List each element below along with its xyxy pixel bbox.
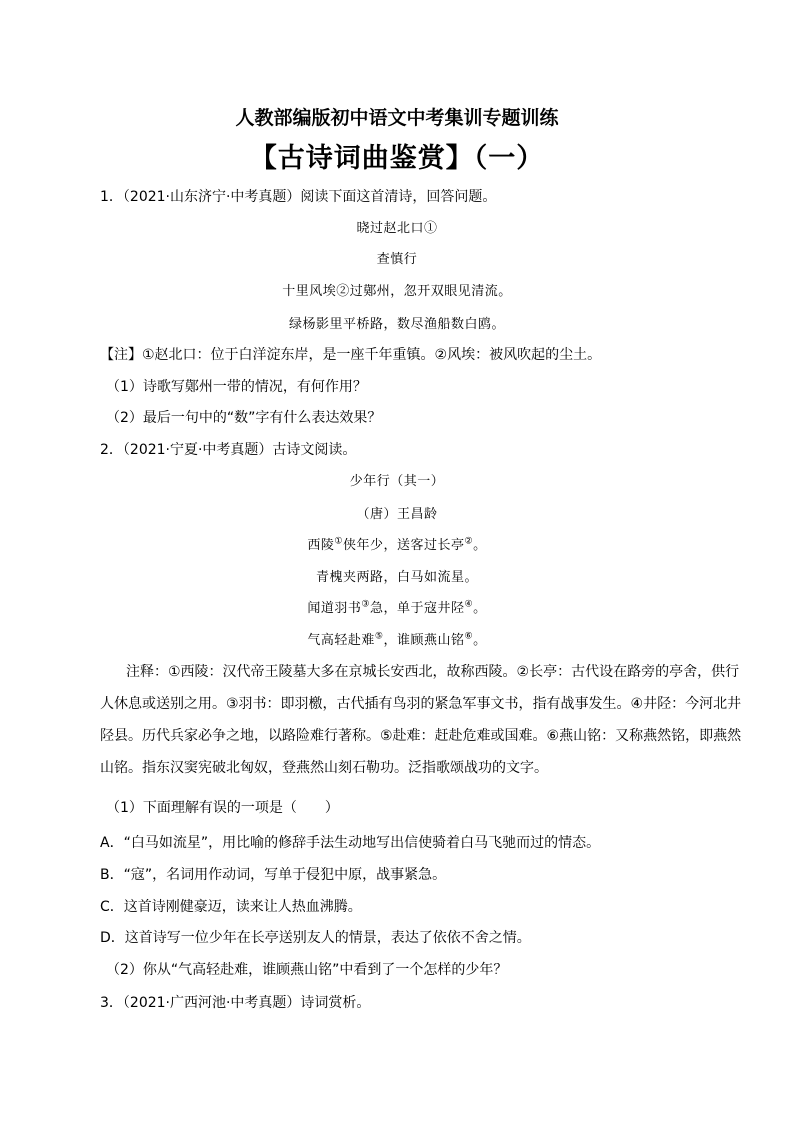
q2-line1-part-b: 侠年少，送客过长亭 bbox=[342, 538, 465, 553]
q2-line3-part-c: 。 bbox=[473, 601, 487, 616]
question-2-stem: 2．（2021·宁夏·中考真题）古诗文阅读。 bbox=[100, 442, 357, 458]
q2-line1-part-c: 。 bbox=[473, 538, 487, 553]
q2-poem-author: （唐）王昌龄 bbox=[356, 507, 438, 522]
q2-poem-line-3 bbox=[0, 600, 794, 618]
q1-subquestion-1: （1）诗歌写鄚州一带的情况，有何作用？ bbox=[106, 379, 367, 395]
q2-note-marker-4: ④ bbox=[464, 599, 474, 610]
q2-note-line-3: 陉县。历代兵家必争之地，以路险难行著称。⑤赴难：赶赴危难或国难。⑥燕山铭：又称燕然铭，即燕然 bbox=[100, 728, 742, 744]
q2-poem-line-4 bbox=[0, 632, 794, 650]
q2-note-marker-2: ② bbox=[464, 536, 474, 547]
q2-note-line-2: 人休息或送别之用。③羽书：即羽檄，古代插有鸟羽的紧急军事文书，指有战事发生。④井陉：今河北井 bbox=[100, 696, 742, 712]
q1-subquestion-2: （2）最后一句中的“数”字有什么表达效果？ bbox=[106, 410, 382, 426]
q2-note-line-1: 注释：①西陵：汉代帝王陵墓大多在京城长安西北，故称西陵。②长亭：古代设在路旁的亭舍，供行 bbox=[126, 664, 740, 680]
q2-subquestion-1: （1）下面理解有误的一项是（ ） bbox=[106, 800, 339, 816]
q1-note: 【注】①赵北口：位于白洋淀东岸，是一座千年重镇。②风埃：被风吹起的尘土。 bbox=[100, 347, 602, 363]
q2-line1-part-a: 西陵 bbox=[307, 538, 335, 553]
q2-line4-part-c: 。 bbox=[473, 633, 487, 648]
q2-line4-part-b: ，谁顾燕山铭 bbox=[383, 633, 465, 648]
q2-poem-title: 少年行（其一） bbox=[349, 474, 445, 489]
q2-note-marker-6: ⑥ bbox=[464, 631, 474, 642]
q2-line4-part-a: 气高轻赴难 bbox=[307, 633, 375, 648]
q2-line3-part-b: 急，单于寇井陉 bbox=[369, 601, 465, 616]
q1-poem-author: 查慎行 bbox=[376, 252, 418, 267]
q2-option-a: A．“白马如流星”，用比喻的修辞手法生动地写出信使骑着白马飞驰而过的情态。 bbox=[100, 835, 601, 851]
q2-option-b: B．“寇”，名词用作动词，写单于侵犯中原，战事紧急。 bbox=[100, 867, 447, 883]
question-3-stem: 3．（2021·广西河池·中考真题）诗词赏析。 bbox=[100, 995, 371, 1011]
q2-option-d: D．这首诗写一位少年在长亭送别友人的情景，表达了依依不舍之情。 bbox=[100, 930, 531, 946]
q2-poem-line-2: 青槐夹两路，白马如流星。 bbox=[315, 570, 478, 585]
q1-poem-line-2: 绿杨影里平桥路，数尽渔船数白鸥。 bbox=[288, 317, 505, 332]
q1-poem-line-1: 十里风埃②过鄚州，忽开双眼见清流。 bbox=[282, 284, 512, 299]
q2-note-marker-3: ③ bbox=[361, 599, 370, 610]
topic-title: 【古诗词曲鉴赏】（一） bbox=[249, 143, 545, 174]
question-1-stem: 1．（2021·山东济宁·中考真题）阅读下面这首清诗，回答问题。 bbox=[100, 189, 497, 205]
q2-note-line-4: 山铭。指东汉窦宪破北匈奴，登燕然山刻石勒功。泛指歌颂战功的文字。 bbox=[100, 760, 548, 776]
series-title: 人教部编版初中语文中考集训专题训练 bbox=[235, 107, 559, 129]
q1-poem-title: 晓过赵北口① bbox=[356, 221, 438, 236]
q2-subquestion-2: （2）你从“气高轻赴难，谁顾燕山铭”中看到了一个怎样的少年？ bbox=[106, 962, 508, 978]
q2-poem-line-1 bbox=[0, 537, 794, 555]
q2-line3-part-a: 闻道羽书 bbox=[307, 601, 362, 616]
q2-note-marker-1: ① bbox=[334, 536, 343, 547]
q2-note-marker-5: ⑤ bbox=[374, 631, 384, 642]
q2-option-c: C．这首诗刚健豪迈，读来让人热血沸腾。 bbox=[100, 899, 362, 915]
